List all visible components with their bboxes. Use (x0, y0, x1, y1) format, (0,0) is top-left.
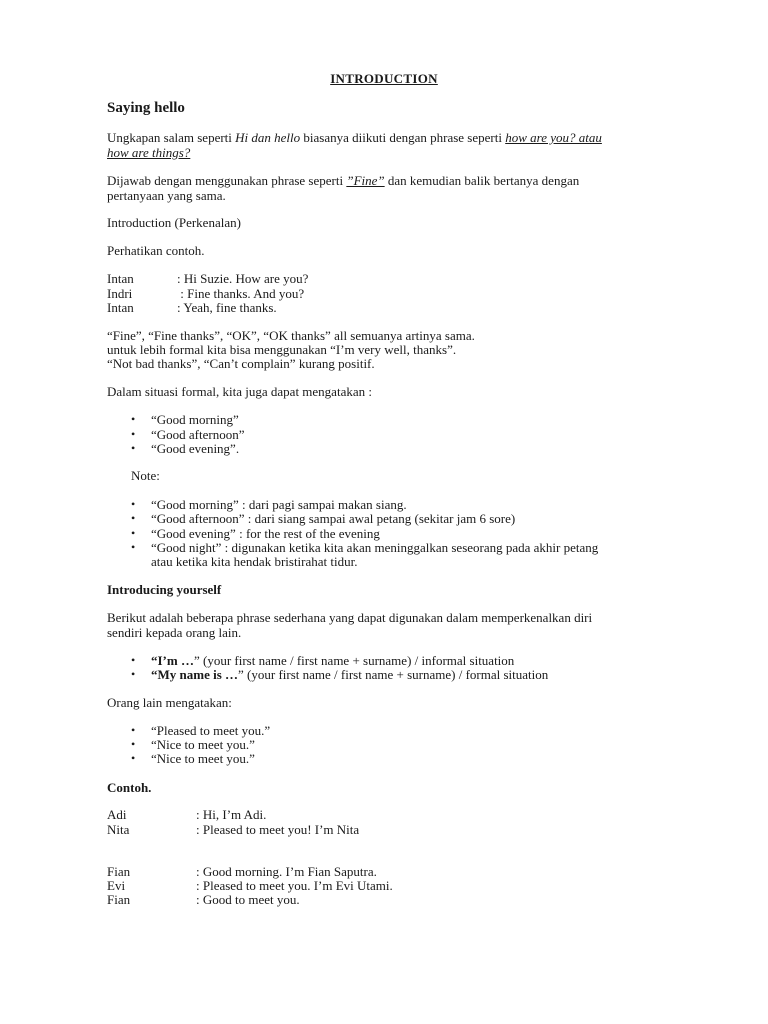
speaker-name: Indri (107, 286, 133, 301)
text: dan kemudian balik bertanya dengan (384, 173, 580, 188)
speaker-name: Evi (107, 878, 126, 893)
bullet-icon: • (131, 412, 136, 426)
dialog-row (107, 286, 304, 301)
bullet-icon: • (131, 653, 136, 667)
bullet-icon: • (131, 427, 136, 441)
bullet-icon: • (131, 540, 136, 554)
list-item: “Good evening” : for the rest of the evening (151, 526, 380, 541)
list-item (151, 653, 514, 668)
dialog-row (107, 864, 377, 879)
example-label: Perhatikan contoh. (107, 243, 205, 258)
dialog-line: : Hi, I’m Adi. (196, 807, 267, 822)
intro-label: Introduction (Perkenalan) (107, 215, 241, 230)
dialog-line: : Hi Suzie. How are you? (177, 271, 309, 286)
bullet-icon: • (131, 751, 136, 765)
speaker-name: Nita (107, 822, 130, 837)
underlined-phrase: ”Fine” (346, 173, 385, 188)
paragraph-1-line-1 (107, 130, 602, 145)
list-item: “Nice to meet you.” (151, 737, 255, 752)
text: Ungkapan salam seperti (107, 130, 236, 145)
text: ” (your first name / first name + surname) / formal situation (238, 667, 549, 682)
formal-label: Dalam situasi formal, kita juga dapat mengatakan : (107, 384, 372, 399)
bullet-icon: • (131, 497, 136, 511)
dialog-row (107, 271, 308, 286)
list-item: “Good morning” (151, 412, 239, 427)
dialog-line: : Good to meet you. (196, 892, 300, 907)
speaker-name: Fian (107, 892, 131, 907)
others-label: Orang lain mengatakan: (107, 695, 232, 710)
dialog-line: : Yeah, fine thanks. (177, 300, 277, 315)
speaker-name: Intan (107, 271, 134, 286)
note-line: “Fine”, “Fine thanks”, “OK”, “OK thanks” all semuanya artinya sama. (107, 328, 475, 343)
paragraph-line: Berikut adalah beberapa phrase sederhana yang dapat digunakan dalam memperkenalkan diri (107, 610, 593, 625)
dialog-row (107, 878, 393, 893)
bold-phrase: “I’m … (151, 653, 194, 668)
list-item: “Nice to meet you.” (151, 751, 255, 766)
dialog-line: : Pleased to meet you! I’m Nita (196, 822, 360, 837)
dialog-line: : Pleased to meet you. I’m Evi Utami. (196, 878, 393, 893)
list-item: “Good afternoon” (151, 427, 245, 442)
bullet-icon: • (131, 441, 136, 455)
paragraph-2-line-1 (107, 173, 579, 188)
list-item-continuation: atau ketika kita hendak bristirahat tidur. (151, 554, 358, 569)
dialog-line: : Good morning. I’m Fian Saputra. (196, 864, 377, 879)
note-label: Note: (131, 468, 160, 483)
bullet-icon: • (131, 737, 136, 751)
paragraph-2-line-2: pertanyaan yang sama. (107, 188, 226, 203)
bullet-icon: • (131, 511, 136, 525)
list-item: “Good evening”. (151, 441, 240, 456)
speaker-name: Adi (107, 807, 127, 822)
note-line: untuk lebih formal kita bisa menggunakan “I’m very well, thanks”. (107, 342, 457, 357)
note-line: “Not bad thanks”, “Can’t complain” kurang positif. (107, 356, 375, 371)
bullet-icon: • (131, 723, 136, 737)
heading-introducing-yourself: Introducing yourself (107, 582, 222, 597)
dialog-row (107, 892, 300, 907)
dialog-row (107, 807, 266, 822)
emphasis-text: Hi dan hello (235, 130, 301, 145)
dialog-line: : Fine thanks. And you? (177, 286, 305, 301)
heading-contoh: Contoh. (107, 780, 152, 795)
paragraph-line: sendiri kepada orang lain. (107, 625, 242, 640)
paragraph-1-line-2: how are things? (107, 145, 191, 160)
text: ” (your first name / first name + surname) / informal situation (193, 653, 515, 668)
speaker-name: Intan (107, 300, 134, 315)
dialog-row (107, 822, 359, 837)
list-item (151, 667, 548, 682)
dialog-row (107, 300, 277, 315)
list-item: “Good afternoon” : dari siang sampai awal petang (sekitar jam 6 sore) (151, 511, 516, 526)
heading-saying-hello: Saying hello (107, 100, 185, 116)
bullet-icon: • (131, 667, 136, 681)
list-item: “Good night” : digunakan ketika kita akan meninggalkan seseorang pada akhir petang (151, 540, 599, 555)
speaker-name: Fian (107, 864, 131, 879)
text: biasanya diikuti dengan phrase seperti (300, 130, 506, 145)
bold-phrase: “My name is … (151, 667, 239, 682)
page-title: INTRODUCTION (330, 71, 438, 86)
list-item: “Pleased to meet you.” (151, 723, 271, 738)
text: Dijawab dengan menggunakan phrase seperti (107, 173, 347, 188)
underlined-phrase: how are you? atau (505, 130, 602, 145)
bullet-icon: • (131, 526, 136, 540)
list-item: “Good morning” : dari pagi sampai makan siang. (151, 497, 407, 512)
